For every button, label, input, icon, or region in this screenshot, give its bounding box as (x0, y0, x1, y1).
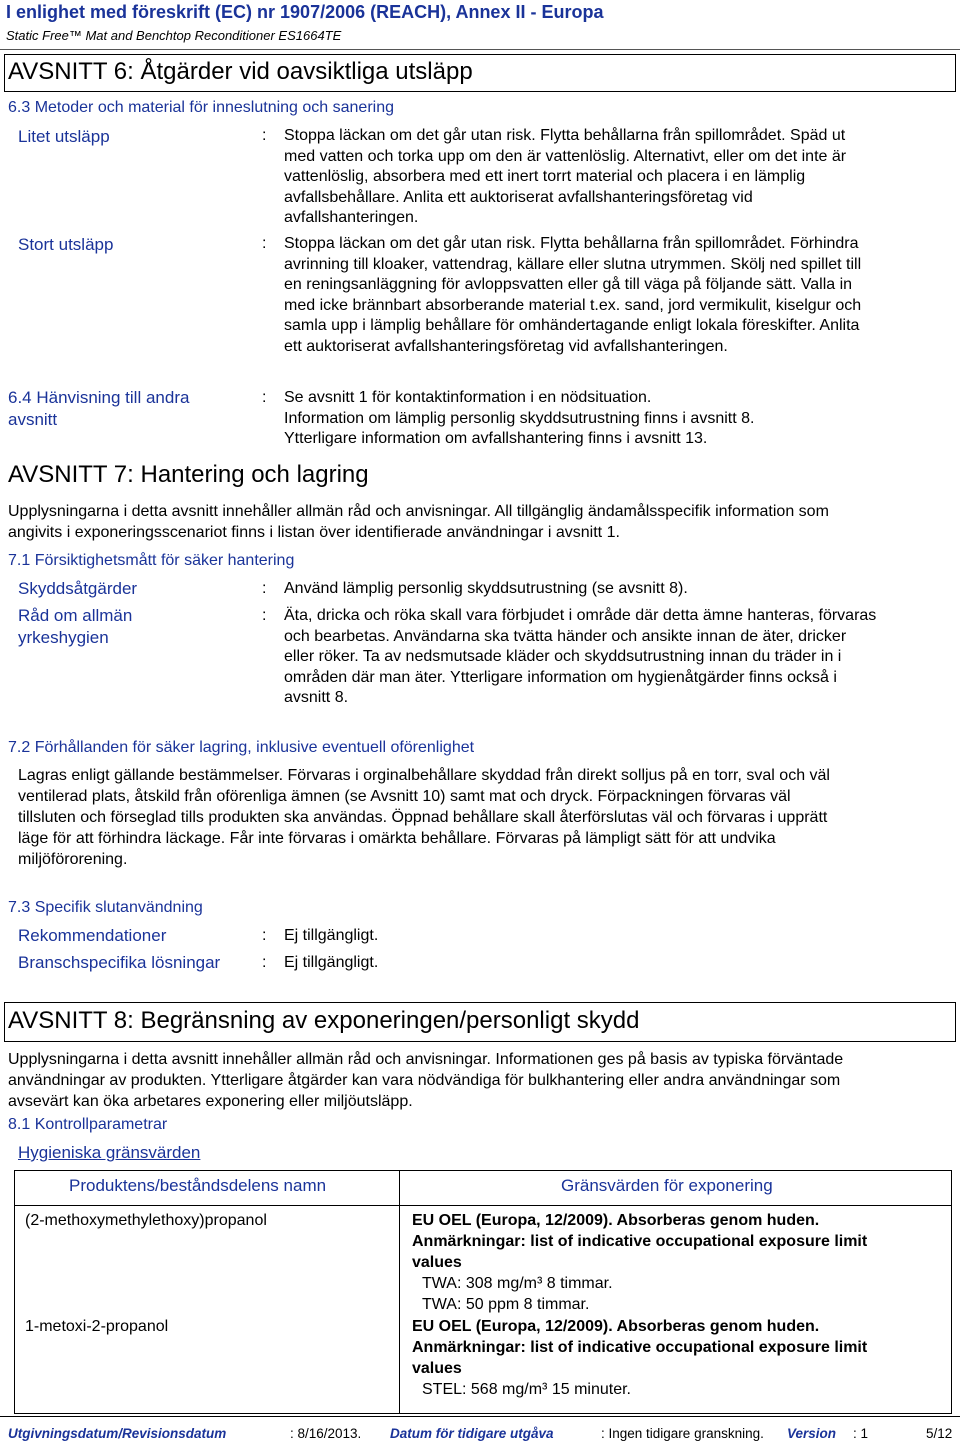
version-label: Version (787, 1426, 837, 1441)
small-spill-text: Stoppa läckan om det går utan risk. Flytta behållarna från spillområdet. Späd ut med vatten och torka upp om den är vattenlöslig. Alternativt, eller om det inte är vattenlöslig, absorbera med ett inert torrt material och placera i en lämplig avfallsbehållare. Anlita ett auktoriserat avfallshanteringsföretag vid avfallshanteringen. (284, 127, 847, 226)
product-name: Static Free™ Mat and Benchtop Reconditioner ES1664TE (6, 28, 342, 43)
subsection-7-2: 7.2 Förhållanden för säker lagring, inklusive eventuell oförenlighet (8, 739, 475, 756)
subsection-7-1: 7.1 Försiktighetsmått för säker hantering (8, 552, 295, 569)
colon: : (262, 235, 267, 252)
revision-date-label: Utgivningsdatum/Revisionsdatum (8, 1426, 227, 1441)
small-spill-label: Litet utsläpp (18, 127, 110, 146)
subsection-7-3: 7.3 Specifik slutanvändning (8, 899, 203, 916)
hygiene-limits-link[interactable]: Hygieniska gränsvärden (18, 1143, 201, 1162)
recommendations-value: Ej tillgängligt. (284, 927, 379, 944)
reference-text: Se avsnitt 1 för kontaktinformation i en nödsituation. Information om lämplig personlig skyddsutrustning finns i avsnitt 8. Ytterligare information om avfallshantering finns i avsnitt 13. (284, 389, 755, 447)
table-header-divider (15, 1205, 951, 1206)
storage-text: Lagras enligt gällande bestämmelser. Förvaras i orginalbehållare skyddad från direkt solljus på en torr, sval och väl ventilerad plats, åtskild från oförenliga ämnen (se Avsnitt 10) samt mat och dryck. Förpackningen förvaras väl tillsluten och förseglad tills produkten ska användas. Öppnad behållare skall återförslutas väl och förvaras i upprätt läge för att förhindra läckage. Får inte förvaras i omärkta behållare. Förvaras på lämpligt sätt för att undvika miljöförorening. (18, 767, 830, 868)
previous-date-value: : Ingen tidigare granskning. (601, 1426, 764, 1441)
header-divider (0, 49, 960, 50)
colon: : (262, 389, 267, 406)
page-number: 5/12 (926, 1426, 953, 1441)
table-cell-substance: (2-methoxymethylethoxy)propanol (25, 1212, 267, 1229)
large-spill-label: Stort utsläpp (18, 235, 114, 254)
colon: : (262, 580, 267, 597)
exposure-limits-table (14, 1170, 952, 1414)
previous-date-label: Datum för tidigare utgåva (390, 1426, 554, 1441)
industry-solutions-label: Branschspecifika lösningar (18, 953, 221, 972)
large-spill-text: Stoppa läckan om det går utan risk. Flytta behållarna från spillområdet. Förhindra avrinning till kloaker, vattendrag, källare eller slutna utrymmen. Skölj ned spillet till en reningsanläggning för avloppsvatten eller gå till väga på följande sätt. Valla in med icke brännbart absorberande material t.ex. sand, jord vermikulit, kiselgur och samla upp i lämplig behållare för omhändertagande enligt lokala föreskifter. Anlita ett auktoriserat avfallshanteringsföretag vid avfallshanteringen. (284, 235, 862, 355)
recommendations-label: Rekommendationer (18, 926, 167, 945)
table-cell-substance: 1-metoxi-2-propanol (25, 1318, 169, 1335)
table-header-limits: Gränsvärden för exponering (561, 1176, 773, 1195)
colon: : (262, 607, 267, 624)
table-cell-limits: EU OEL (Europa, 12/2009). Absorberas genom huden. Anmärkningar: list of indicative occupational exposure limit values STEL: 568 mg/m³ 15 minuter. (412, 1318, 868, 1398)
colon: : (262, 127, 267, 144)
hygiene-advice-label: Råd om allmän yrkeshygien (18, 606, 133, 647)
colon: : (262, 927, 267, 944)
subsection-6-4-label: 6.4 Hänvisning till andra avsnitt (8, 388, 190, 429)
section6-title: AVSNITT 6: Åtgärder vid oavsiktliga utsläpp (8, 58, 473, 85)
section8-intro: Upplysningarna i detta avsnitt innehåller allmän råd och anvisningar. Informationen ges på basis av typiska förväntade användningar av produkten. Ytterligare åtgärder kan vara nödvändiga för bulkhantering eller andra användningar som avsevärt kan öka arbetares exponering eller miljöutsläpp. (8, 1051, 844, 1110)
section8-title: AVSNITT 8: Begränsning av exponeringen/personligt skydd (8, 1007, 640, 1034)
protective-measures-text: Använd lämplig personlig skyddsutrustning (se avsnitt 8). (284, 580, 688, 597)
document-title: I enlighet med föreskrift (EC) nr 1907/2006 (REACH), Annex II - Europa (6, 2, 604, 22)
industry-solutions-value: Ej tillgängligt. (284, 954, 379, 971)
footer-divider (0, 1416, 960, 1417)
colon: : (262, 954, 267, 971)
table-header-substance: Produktens/beståndsdelens namn (69, 1176, 327, 1195)
version-value: : 1 (853, 1426, 869, 1441)
section7-title: AVSNITT 7: Hantering och lagring (8, 461, 369, 488)
subsection-8-1: 8.1 Kontrollparametrar (8, 1116, 168, 1133)
subsection-6-3: 6.3 Metoder och material för inneslutning och sanering (8, 99, 394, 116)
hygiene-advice-text: Äta, dricka och röka skall vara förbjudet i område där detta ämne hanteras, förvaras och bearbetas. Användarna ska tvätta händer och ansikte innan de äter, dricker eller röker. Ta av nedsmutsade kläder och skyddsutrustning innan du träder in i områden där man äter. Ytterligare information om hygienåtgärder finns också i avsnitt 8. (284, 607, 877, 706)
section7-intro: Upplysningarna i detta avsnitt innehåller allmän råd och anvisningar. All tillgänglig ändamålsspecifik information som angivits i exponeringsscenariot finns i listan över identifierade användningar i avsnitt 1. (8, 503, 829, 541)
table-column-divider (399, 1171, 400, 1413)
table-cell-limits: EU OEL (Europa, 12/2009). Absorberas genom huden. Anmärkningar: list of indicative occupational exposure limit values TWA: 308 mg/m³ 8 timmar. TWA: 50 ppm 8 timmar. (412, 1212, 868, 1313)
protective-measures-label: Skyddsåtgärder (18, 579, 138, 598)
revision-date-value: : 8/16/2013. (290, 1426, 362, 1441)
